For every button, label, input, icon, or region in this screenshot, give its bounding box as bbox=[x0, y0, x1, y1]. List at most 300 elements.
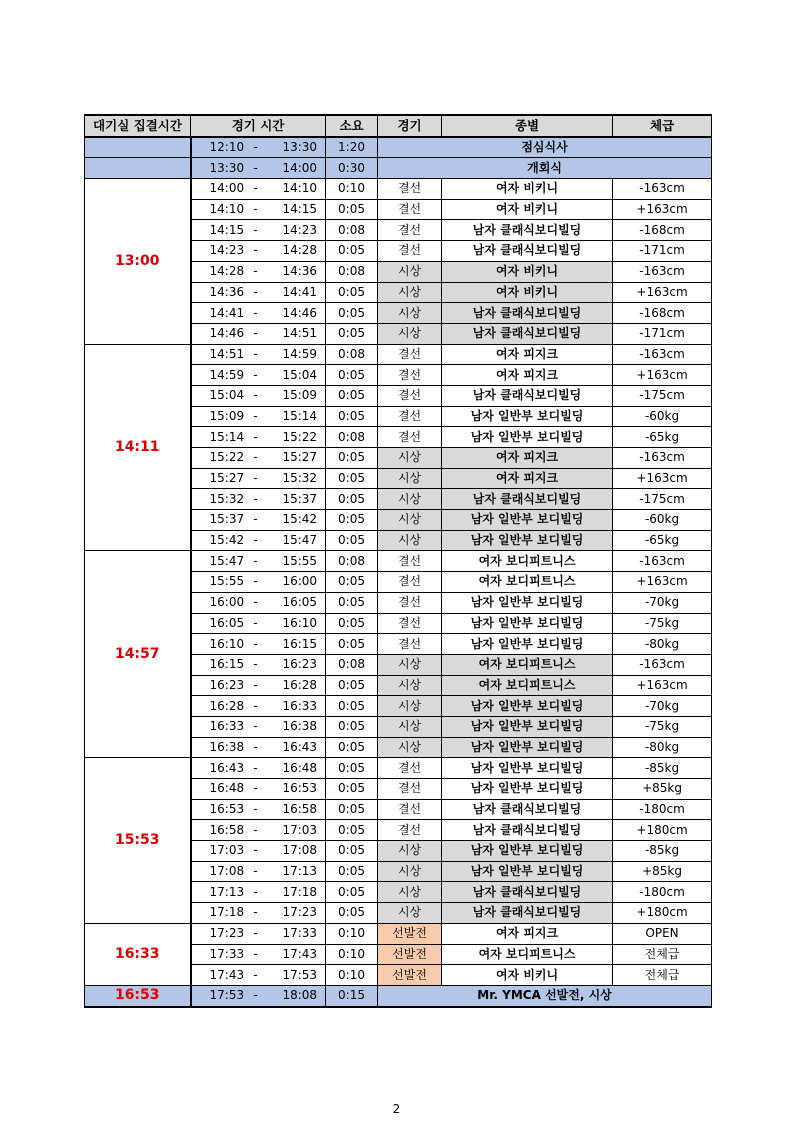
kind: 시상 bbox=[378, 696, 442, 717]
gather-time-cell bbox=[85, 158, 191, 179]
kind: 시상 bbox=[378, 654, 442, 675]
duration: 0:10 bbox=[326, 923, 378, 944]
weight-class: -163cm bbox=[613, 344, 712, 365]
start-time: 15:32 bbox=[191, 489, 241, 510]
weight-class: -171cm bbox=[613, 241, 712, 262]
event-name: 여자 피지크 bbox=[442, 468, 613, 489]
start-time: 12:10 bbox=[191, 137, 241, 158]
start-time: 14:41 bbox=[191, 303, 241, 324]
duration: 0:05 bbox=[326, 199, 378, 220]
table-row bbox=[85, 179, 712, 200]
time-dash: - bbox=[241, 903, 271, 924]
weight-class: -85kg bbox=[613, 841, 712, 862]
start-time: 14:46 bbox=[191, 323, 241, 344]
end-time: 14:46 bbox=[271, 303, 326, 324]
start-time: 16:10 bbox=[191, 634, 241, 655]
end-time: 15:42 bbox=[271, 510, 326, 531]
header-gather: 대기실 집결시간 bbox=[85, 115, 191, 137]
weight-class: +163cm bbox=[613, 199, 712, 220]
table-row bbox=[85, 923, 712, 944]
duration: 0:05 bbox=[326, 592, 378, 613]
start-time: 14:10 bbox=[191, 199, 241, 220]
start-time: 17:08 bbox=[191, 861, 241, 882]
start-time: 14:51 bbox=[191, 344, 241, 365]
duration: 0:05 bbox=[326, 510, 378, 531]
weight-class: -175cm bbox=[613, 385, 712, 406]
event-name: 남자 일반부 보디빌딩 bbox=[442, 406, 613, 427]
end-time: 16:58 bbox=[271, 799, 326, 820]
event-name: 남자 일반부 보디빌딩 bbox=[442, 427, 613, 448]
duration: 0:05 bbox=[326, 737, 378, 758]
weight-class: -180cm bbox=[613, 882, 712, 903]
start-time: 15:09 bbox=[191, 406, 241, 427]
start-time: 15:22 bbox=[191, 448, 241, 469]
time-dash: - bbox=[241, 985, 271, 1006]
kind: 결선 bbox=[378, 220, 442, 241]
weight-class: 전체급 bbox=[613, 965, 712, 986]
end-time: 16:10 bbox=[271, 613, 326, 634]
kind: 결선 bbox=[378, 799, 442, 820]
time-dash: - bbox=[241, 737, 271, 758]
weight-class: -85kg bbox=[613, 758, 712, 779]
end-time: 14:41 bbox=[271, 282, 326, 303]
event-name: 남자 클래식보디빌딩 bbox=[442, 220, 613, 241]
weight-class: 전체급 bbox=[613, 944, 712, 965]
time-dash: - bbox=[241, 779, 271, 800]
duration: 0:05 bbox=[326, 861, 378, 882]
kind: 시상 bbox=[378, 861, 442, 882]
event-name: 여자 피지크 bbox=[442, 448, 613, 469]
event-name: 여자 비키니 bbox=[442, 261, 613, 282]
time-dash: - bbox=[241, 427, 271, 448]
weight-class: -163cm bbox=[613, 179, 712, 200]
start-time: 13:30 bbox=[191, 158, 241, 179]
table-row bbox=[85, 551, 712, 572]
duration: 0:08 bbox=[326, 261, 378, 282]
time-dash: - bbox=[241, 654, 271, 675]
duration: 0:05 bbox=[326, 841, 378, 862]
duration: 0:05 bbox=[326, 365, 378, 386]
end-time: 14:28 bbox=[271, 241, 326, 262]
kind: 시상 bbox=[378, 882, 442, 903]
event-name: 여자 비키니 bbox=[442, 179, 613, 200]
kind: 시상 bbox=[378, 303, 442, 324]
duration: 0:05 bbox=[326, 903, 378, 924]
end-time: 17:33 bbox=[271, 923, 326, 944]
event-name: 남자 일반부 보디빌딩 bbox=[442, 510, 613, 531]
kind: 결선 bbox=[378, 406, 442, 427]
end-time: 14:51 bbox=[271, 323, 326, 344]
end-time: 14:59 bbox=[271, 344, 326, 365]
event-name: 남자 일반부 보디빌딩 bbox=[442, 861, 613, 882]
time-dash: - bbox=[241, 530, 271, 551]
event-name: 남자 클래식보디빌딩 bbox=[442, 799, 613, 820]
start-time: 16:43 bbox=[191, 758, 241, 779]
end-time: 16:38 bbox=[271, 716, 326, 737]
end-time: 16:15 bbox=[271, 634, 326, 655]
event-name: 여자 보디피트니스 bbox=[442, 654, 613, 675]
event-name: Mr. YMCA 선발전, 시상 bbox=[378, 985, 712, 1006]
time-dash: - bbox=[241, 799, 271, 820]
event-name: 여자 비키니 bbox=[442, 199, 613, 220]
time-dash: - bbox=[241, 944, 271, 965]
end-time: 14:15 bbox=[271, 199, 326, 220]
duration: 0:05 bbox=[326, 820, 378, 841]
end-time: 17:18 bbox=[271, 882, 326, 903]
weight-class: -80kg bbox=[613, 634, 712, 655]
kind: 시상 bbox=[378, 261, 442, 282]
kind: 결선 bbox=[378, 199, 442, 220]
event-name: 남자 클래식보디빌딩 bbox=[442, 241, 613, 262]
end-time: 16:00 bbox=[271, 572, 326, 593]
weight-class: -175cm bbox=[613, 489, 712, 510]
end-time: 16:43 bbox=[271, 737, 326, 758]
weight-class: +163cm bbox=[613, 365, 712, 386]
kind: 시상 bbox=[378, 903, 442, 924]
start-time: 15:47 bbox=[191, 551, 241, 572]
event-name: 남자 일반부 보디빌딩 bbox=[442, 779, 613, 800]
duration: 0:05 bbox=[326, 882, 378, 903]
event-name: 여자 비키니 bbox=[442, 282, 613, 303]
time-dash: - bbox=[241, 158, 271, 179]
start-time: 14:23 bbox=[191, 241, 241, 262]
weight-class: -70kg bbox=[613, 696, 712, 717]
start-time: 15:42 bbox=[191, 530, 241, 551]
end-time: 17:23 bbox=[271, 903, 326, 924]
kind: 시상 bbox=[378, 530, 442, 551]
end-time: 15:27 bbox=[271, 448, 326, 469]
duration: 0:08 bbox=[326, 220, 378, 241]
weight-class: +85kg bbox=[613, 779, 712, 800]
gather-time: 16:33 bbox=[85, 923, 191, 985]
header-event: 종별 bbox=[442, 115, 613, 137]
weight-class: -60kg bbox=[613, 406, 712, 427]
table-row bbox=[85, 137, 712, 158]
duration: 0:05 bbox=[326, 406, 378, 427]
gather-time: 13:00 bbox=[85, 179, 191, 345]
event-name: 여자 보디피트니스 bbox=[442, 572, 613, 593]
kind: 결선 bbox=[378, 427, 442, 448]
weight-class: -168cm bbox=[613, 303, 712, 324]
weight-class: -180cm bbox=[613, 799, 712, 820]
start-time: 16:38 bbox=[191, 737, 241, 758]
end-time: 16:48 bbox=[271, 758, 326, 779]
event-name: 남자 일반부 보디빌딩 bbox=[442, 758, 613, 779]
duration: 0:05 bbox=[326, 716, 378, 737]
end-time: 18:08 bbox=[271, 985, 326, 1006]
gather-time: 16:53 bbox=[85, 985, 191, 1006]
end-time: 15:55 bbox=[271, 551, 326, 572]
gather-time: 14:11 bbox=[85, 344, 191, 551]
duration: 0:05 bbox=[326, 799, 378, 820]
weight-class: +163cm bbox=[613, 468, 712, 489]
kind: 시상 bbox=[378, 737, 442, 758]
end-time: 15:37 bbox=[271, 489, 326, 510]
weight-class: -163cm bbox=[613, 448, 712, 469]
time-dash: - bbox=[241, 199, 271, 220]
event-name: 여자 보디피트니스 bbox=[442, 675, 613, 696]
duration: 0:05 bbox=[326, 613, 378, 634]
event-name: 남자 클래식보디빌딩 bbox=[442, 323, 613, 344]
event-name: 남자 클래식보디빌딩 bbox=[442, 385, 613, 406]
duration: 0:15 bbox=[326, 985, 378, 1006]
time-dash: - bbox=[241, 282, 271, 303]
weight-class: -163cm bbox=[613, 551, 712, 572]
end-time: 13:30 bbox=[271, 137, 326, 158]
end-time: 14:10 bbox=[271, 179, 326, 200]
kind: 시상 bbox=[378, 468, 442, 489]
duration: 0:05 bbox=[326, 448, 378, 469]
kind: 선발전 bbox=[378, 923, 442, 944]
kind: 결선 bbox=[378, 779, 442, 800]
time-dash: - bbox=[241, 841, 271, 862]
table-row bbox=[85, 158, 712, 179]
weight-class: +180cm bbox=[613, 820, 712, 841]
end-time: 16:33 bbox=[271, 696, 326, 717]
header-time: 경기 시간 bbox=[191, 115, 326, 137]
end-time: 16:28 bbox=[271, 675, 326, 696]
kind: 시상 bbox=[378, 323, 442, 344]
event-name: 여자 보디피트니스 bbox=[442, 944, 613, 965]
start-time: 16:28 bbox=[191, 696, 241, 717]
time-dash: - bbox=[241, 137, 271, 158]
event-name: 남자 일반부 보디빌딩 bbox=[442, 592, 613, 613]
end-time: 15:47 bbox=[271, 530, 326, 551]
duration: 1:20 bbox=[326, 137, 378, 158]
duration: 0:05 bbox=[326, 675, 378, 696]
kind: 결선 bbox=[378, 365, 442, 386]
start-time: 17:23 bbox=[191, 923, 241, 944]
start-time: 16:33 bbox=[191, 716, 241, 737]
kind: 시상 bbox=[378, 448, 442, 469]
weight-class: -163cm bbox=[613, 261, 712, 282]
event-name: 여자 피지크 bbox=[442, 344, 613, 365]
event-name: 남자 클래식보디빌딩 bbox=[442, 303, 613, 324]
duration: 0:05 bbox=[326, 323, 378, 344]
time-dash: - bbox=[241, 592, 271, 613]
kind: 결선 bbox=[378, 385, 442, 406]
kind: 결선 bbox=[378, 551, 442, 572]
kind: 시상 bbox=[378, 282, 442, 303]
event-name: 남자 일반부 보디빌딩 bbox=[442, 530, 613, 551]
weight-class: +85kg bbox=[613, 861, 712, 882]
event-name: 남자 일반부 보디빌딩 bbox=[442, 696, 613, 717]
duration: 0:05 bbox=[326, 696, 378, 717]
duration: 0:08 bbox=[326, 344, 378, 365]
end-time: 15:14 bbox=[271, 406, 326, 427]
header-row bbox=[85, 115, 712, 137]
weight-class: -65kg bbox=[613, 530, 712, 551]
weight-class: +163cm bbox=[613, 572, 712, 593]
time-dash: - bbox=[241, 406, 271, 427]
start-time: 15:27 bbox=[191, 468, 241, 489]
duration: 0:05 bbox=[326, 468, 378, 489]
kind: 선발전 bbox=[378, 944, 442, 965]
start-time: 14:00 bbox=[191, 179, 241, 200]
kind: 시상 bbox=[378, 841, 442, 862]
start-time: 14:36 bbox=[191, 282, 241, 303]
event-name: 남자 일반부 보디빌딩 bbox=[442, 737, 613, 758]
end-time: 16:23 bbox=[271, 654, 326, 675]
end-time: 14:36 bbox=[271, 261, 326, 282]
start-time: 16:05 bbox=[191, 613, 241, 634]
event-name: 남자 일반부 보디빌딩 bbox=[442, 716, 613, 737]
kind: 결선 bbox=[378, 758, 442, 779]
event-name: 남자 일반부 보디빌딩 bbox=[442, 841, 613, 862]
end-time: 15:22 bbox=[271, 427, 326, 448]
start-time: 15:14 bbox=[191, 427, 241, 448]
start-time: 16:48 bbox=[191, 779, 241, 800]
kind: 결선 bbox=[378, 592, 442, 613]
kind: 결선 bbox=[378, 179, 442, 200]
start-time: 17:18 bbox=[191, 903, 241, 924]
start-time: 15:37 bbox=[191, 510, 241, 531]
page-number: 2 bbox=[392, 1102, 401, 1116]
kind: 시상 bbox=[378, 510, 442, 531]
time-dash: - bbox=[241, 861, 271, 882]
end-time: 14:23 bbox=[271, 220, 326, 241]
event-name: 남자 일반부 보디빌딩 bbox=[442, 634, 613, 655]
duration: 0:05 bbox=[326, 634, 378, 655]
duration: 0:05 bbox=[326, 303, 378, 324]
event-name: 여자 보디피트니스 bbox=[442, 551, 613, 572]
start-time: 16:53 bbox=[191, 799, 241, 820]
end-time: 17:08 bbox=[271, 841, 326, 862]
end-time: 14:00 bbox=[271, 158, 326, 179]
start-time: 17:53 bbox=[191, 985, 241, 1006]
table-row bbox=[85, 985, 712, 1006]
time-dash: - bbox=[241, 303, 271, 324]
weight-class: -163cm bbox=[613, 654, 712, 675]
weight-class: -168cm bbox=[613, 220, 712, 241]
table-row bbox=[85, 344, 712, 365]
duration: 0:10 bbox=[326, 965, 378, 986]
time-dash: - bbox=[241, 365, 271, 386]
table-row bbox=[85, 758, 712, 779]
weight-class: -75kg bbox=[613, 716, 712, 737]
weight-class: OPEN bbox=[613, 923, 712, 944]
weight-class: -75kg bbox=[613, 613, 712, 634]
kind: 결선 bbox=[378, 820, 442, 841]
time-dash: - bbox=[241, 489, 271, 510]
gather-time: 15:53 bbox=[85, 758, 191, 924]
header-duration: 소요 bbox=[326, 115, 378, 137]
weight-class: -80kg bbox=[613, 737, 712, 758]
schedule-table bbox=[84, 114, 712, 1008]
weight-class: -60kg bbox=[613, 510, 712, 531]
start-time: 15:55 bbox=[191, 572, 241, 593]
kind: 결선 bbox=[378, 344, 442, 365]
duration: 0:10 bbox=[326, 179, 378, 200]
gather-time-cell bbox=[85, 137, 191, 158]
weight-class: +180cm bbox=[613, 903, 712, 924]
start-time: 14:28 bbox=[191, 261, 241, 282]
event-name: 남자 클래식보디빌딩 bbox=[442, 903, 613, 924]
event-name: 여자 비키니 bbox=[442, 965, 613, 986]
duration: 0:05 bbox=[326, 282, 378, 303]
time-dash: - bbox=[241, 675, 271, 696]
start-time: 15:04 bbox=[191, 385, 241, 406]
time-dash: - bbox=[241, 965, 271, 986]
gather-time: 14:57 bbox=[85, 551, 191, 758]
time-dash: - bbox=[241, 241, 271, 262]
duration: 0:30 bbox=[326, 158, 378, 179]
start-time: 17:03 bbox=[191, 841, 241, 862]
kind: 결선 bbox=[378, 572, 442, 593]
duration: 0:05 bbox=[326, 779, 378, 800]
time-dash: - bbox=[241, 634, 271, 655]
kind: 시상 bbox=[378, 489, 442, 510]
end-time: 16:05 bbox=[271, 592, 326, 613]
duration: 0:08 bbox=[326, 551, 378, 572]
end-time: 17:43 bbox=[271, 944, 326, 965]
time-dash: - bbox=[241, 613, 271, 634]
time-dash: - bbox=[241, 510, 271, 531]
duration: 0:05 bbox=[326, 241, 378, 262]
time-dash: - bbox=[241, 179, 271, 200]
time-dash: - bbox=[241, 882, 271, 903]
time-dash: - bbox=[241, 758, 271, 779]
time-dash: - bbox=[241, 820, 271, 841]
start-time: 17:33 bbox=[191, 944, 241, 965]
event-name: 여자 피지크 bbox=[442, 923, 613, 944]
time-dash: - bbox=[241, 344, 271, 365]
weight-class: +163cm bbox=[613, 282, 712, 303]
end-time: 15:32 bbox=[271, 468, 326, 489]
kind: 시상 bbox=[378, 675, 442, 696]
event-name: 점심식사 bbox=[378, 137, 712, 158]
time-dash: - bbox=[241, 385, 271, 406]
end-time: 17:03 bbox=[271, 820, 326, 841]
duration: 0:05 bbox=[326, 385, 378, 406]
schedule-body bbox=[85, 137, 712, 1007]
kind: 결선 bbox=[378, 241, 442, 262]
time-dash: - bbox=[241, 716, 271, 737]
weight-class: -171cm bbox=[613, 323, 712, 344]
start-time: 16:58 bbox=[191, 820, 241, 841]
start-time: 16:23 bbox=[191, 675, 241, 696]
event-name: 여자 피지크 bbox=[442, 365, 613, 386]
kind: 시상 bbox=[378, 716, 442, 737]
duration: 0:08 bbox=[326, 427, 378, 448]
end-time: 16:53 bbox=[271, 779, 326, 800]
duration: 0:05 bbox=[326, 572, 378, 593]
time-dash: - bbox=[241, 448, 271, 469]
weight-class: +163cm bbox=[613, 675, 712, 696]
time-dash: - bbox=[241, 551, 271, 572]
end-time: 17:53 bbox=[271, 965, 326, 986]
time-dash: - bbox=[241, 261, 271, 282]
start-time: 14:59 bbox=[191, 365, 241, 386]
start-time: 16:15 bbox=[191, 654, 241, 675]
kind: 결선 bbox=[378, 613, 442, 634]
header-class: 체급 bbox=[613, 115, 712, 137]
weight-class: -70kg bbox=[613, 592, 712, 613]
time-dash: - bbox=[241, 323, 271, 344]
duration: 0:05 bbox=[326, 758, 378, 779]
start-time: 17:13 bbox=[191, 882, 241, 903]
end-time: 17:13 bbox=[271, 861, 326, 882]
duration: 0:08 bbox=[326, 654, 378, 675]
duration: 0:05 bbox=[326, 530, 378, 551]
time-dash: - bbox=[241, 220, 271, 241]
duration: 0:10 bbox=[326, 944, 378, 965]
time-dash: - bbox=[241, 923, 271, 944]
end-time: 15:09 bbox=[271, 385, 326, 406]
weight-class: -65kg bbox=[613, 427, 712, 448]
event-name: 남자 일반부 보디빌딩 bbox=[442, 613, 613, 634]
time-dash: - bbox=[241, 696, 271, 717]
